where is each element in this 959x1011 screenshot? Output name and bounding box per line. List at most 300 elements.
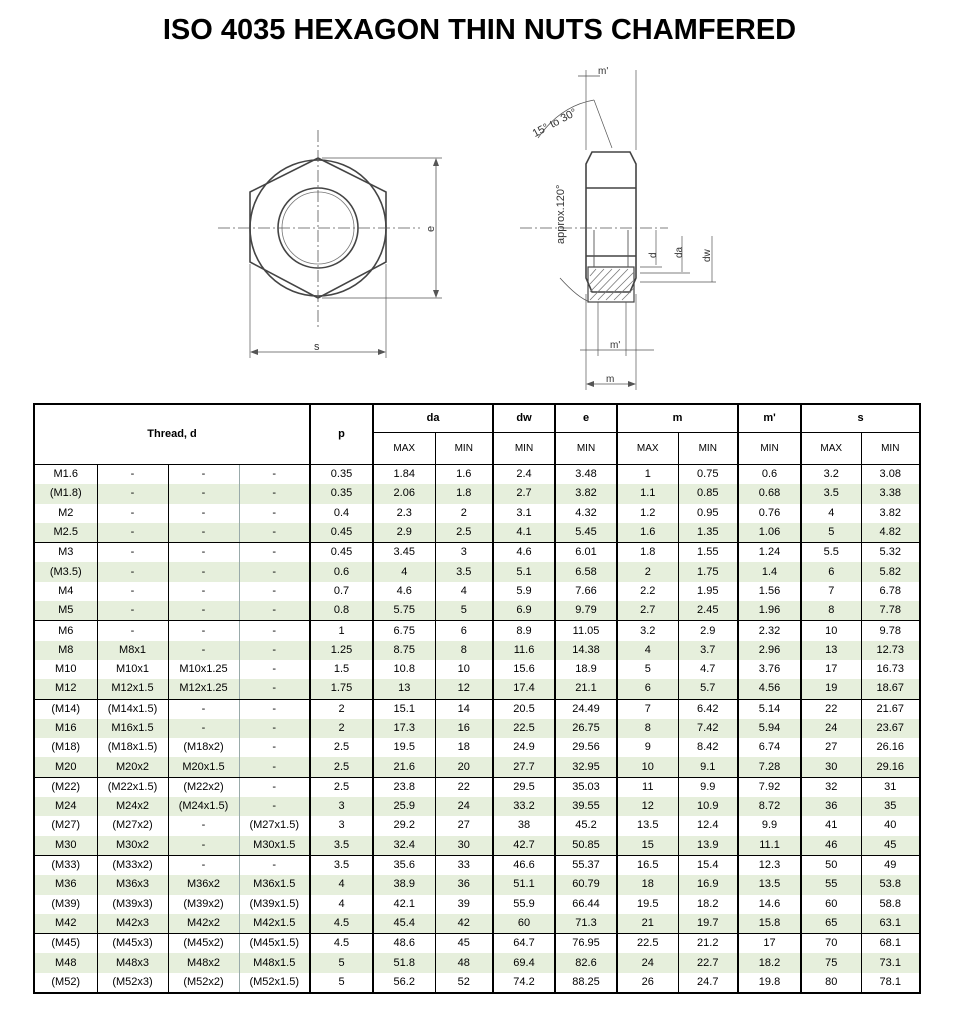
subheader-mp-min: MIN xyxy=(738,433,801,465)
cell-e-min: 32.95 xyxy=(555,757,617,777)
cell-s-max: 3.2 xyxy=(801,465,861,485)
cell-m-min: 2.9 xyxy=(678,621,738,641)
cell-m-prime-min: 8.72 xyxy=(738,797,801,816)
cell-thread-fine-1: - xyxy=(97,562,168,581)
cell-s-max: 24 xyxy=(801,719,861,738)
cell-thread-fine-3: - xyxy=(239,484,310,503)
cell-s-min: 35 xyxy=(861,797,920,816)
cell-dw-min: 33.2 xyxy=(493,797,555,816)
cell-m-min: 10.9 xyxy=(678,797,738,816)
cell-m-prime-min: 1.56 xyxy=(738,582,801,601)
cell-thread-d: (M22) xyxy=(34,777,97,797)
cell-thread-fine-2: - xyxy=(168,562,239,581)
cell-thread-d: M3 xyxy=(34,543,97,563)
table-row xyxy=(34,895,920,914)
cell-thread-d: M12 xyxy=(34,679,97,699)
cell-p: 2 xyxy=(310,719,373,738)
cell-p: 3.5 xyxy=(310,836,373,856)
table-row xyxy=(34,777,920,797)
cell-thread-fine-2: M12x1.25 xyxy=(168,679,239,699)
cell-thread-fine-2: - xyxy=(168,582,239,601)
cell-thread-fine-1: (M52x3) xyxy=(97,973,168,993)
cell-m-prime-min: 18.2 xyxy=(738,953,801,972)
cell-thread-d: (M45) xyxy=(34,934,97,954)
cell-thread-fine-1: - xyxy=(97,601,168,621)
cell-da-min: 27 xyxy=(435,816,493,835)
cell-p: 3 xyxy=(310,797,373,816)
cell-e-min: 6.01 xyxy=(555,543,617,563)
table-row xyxy=(34,582,920,601)
cell-s-max: 50 xyxy=(801,855,861,875)
cell-m-prime-min: 5.94 xyxy=(738,719,801,738)
cell-s-max: 70 xyxy=(801,934,861,954)
cell-thread-d: M2 xyxy=(34,504,97,523)
cell-s-max: 41 xyxy=(801,816,861,835)
label-m-prime-bottom: m' xyxy=(610,340,621,351)
cell-thread-d: M10 xyxy=(34,660,97,679)
cell-e-min: 3.48 xyxy=(555,465,617,485)
cell-e-min: 21.1 xyxy=(555,679,617,699)
table-row xyxy=(34,934,920,954)
cell-m-min: 1.95 xyxy=(678,582,738,601)
cell-thread-fine-3: M30x1.5 xyxy=(239,836,310,856)
cell-thread-fine-3: - xyxy=(239,523,310,543)
cell-da-min: 18 xyxy=(435,738,493,757)
cell-e-min: 14.38 xyxy=(555,641,617,660)
cell-p: 2.5 xyxy=(310,738,373,757)
cell-thread-fine-2: - xyxy=(168,816,239,835)
cell-s-max: 7 xyxy=(801,582,861,601)
cell-e-min: 7.66 xyxy=(555,582,617,601)
cell-m-min: 0.85 xyxy=(678,484,738,503)
cell-da-max: 35.6 xyxy=(373,855,435,875)
cell-s-max: 60 xyxy=(801,895,861,914)
cell-da-max: 29.2 xyxy=(373,816,435,835)
subheader-s-min: MIN xyxy=(861,433,920,465)
cell-dw-min: 20.5 xyxy=(493,699,555,719)
table-row xyxy=(34,543,920,563)
cell-s-min: 3.38 xyxy=(861,484,920,503)
cell-thread-fine-3: (M45x1.5) xyxy=(239,934,310,954)
cell-s-max: 3.5 xyxy=(801,484,861,503)
cell-s-max: 30 xyxy=(801,757,861,777)
cell-thread-fine-3: - xyxy=(239,757,310,777)
label-e: e xyxy=(425,225,437,232)
table-row xyxy=(34,601,920,621)
cell-m-max: 11 xyxy=(617,777,678,797)
cell-dw-min: 51.1 xyxy=(493,875,555,894)
cell-s-min: 16.73 xyxy=(861,660,920,679)
label-dw: dw xyxy=(702,249,713,262)
cell-e-min: 50.85 xyxy=(555,836,617,856)
cell-thread-d: M30 xyxy=(34,836,97,856)
cell-m-prime-min: 1.4 xyxy=(738,562,801,581)
cell-p: 2 xyxy=(310,699,373,719)
cell-da-max: 51.8 xyxy=(373,953,435,972)
cell-thread-fine-3: - xyxy=(239,504,310,523)
cell-thread-d: (M1.8) xyxy=(34,484,97,503)
cell-s-min: 9.78 xyxy=(861,621,920,641)
cell-m-min: 5.7 xyxy=(678,679,738,699)
cell-m-max: 1.6 xyxy=(617,523,678,543)
cell-da-max: 23.8 xyxy=(373,777,435,797)
cell-s-max: 4 xyxy=(801,504,861,523)
subheader-dw-min: MIN xyxy=(493,433,555,465)
cell-dw-min: 2.4 xyxy=(493,465,555,485)
cell-da-max: 8.75 xyxy=(373,641,435,660)
cell-da-max: 5.75 xyxy=(373,601,435,621)
cell-thread-fine-3: - xyxy=(239,601,310,621)
cell-p: 0.45 xyxy=(310,543,373,563)
cell-m-max: 22.5 xyxy=(617,934,678,954)
cell-s-max: 13 xyxy=(801,641,861,660)
cell-dw-min: 5.9 xyxy=(493,582,555,601)
cell-thread-fine-3: - xyxy=(239,582,310,601)
cell-m-prime-min: 0.6 xyxy=(738,465,801,485)
cell-m-prime-min: 17 xyxy=(738,934,801,954)
cell-thread-d: M42 xyxy=(34,914,97,934)
cell-s-min: 12.73 xyxy=(861,641,920,660)
cell-dw-min: 42.7 xyxy=(493,836,555,856)
cell-thread-d: (M52) xyxy=(34,973,97,993)
cell-thread-fine-3: - xyxy=(239,679,310,699)
cell-e-min: 88.25 xyxy=(555,973,617,993)
cell-da-max: 56.2 xyxy=(373,973,435,993)
cell-dw-min: 17.4 xyxy=(493,679,555,699)
cell-m-min: 8.42 xyxy=(678,738,738,757)
cell-e-min: 18.9 xyxy=(555,660,617,679)
cell-thread-fine-2: (M39x2) xyxy=(168,895,239,914)
cell-da-min: 1.8 xyxy=(435,484,493,503)
cell-p: 1.5 xyxy=(310,660,373,679)
cell-s-min: 53.8 xyxy=(861,875,920,894)
cell-dw-min: 11.6 xyxy=(493,641,555,660)
table-row xyxy=(34,523,920,543)
cell-dw-min: 27.7 xyxy=(493,757,555,777)
cell-da-max: 32.4 xyxy=(373,836,435,856)
cell-dw-min: 55.9 xyxy=(493,895,555,914)
cell-da-max: 3.45 xyxy=(373,543,435,563)
cell-dw-min: 46.6 xyxy=(493,855,555,875)
table-row xyxy=(34,465,920,485)
cell-thread-fine-2: (M45x2) xyxy=(168,934,239,954)
cell-thread-fine-3: - xyxy=(239,621,310,641)
cell-s-min: 18.67 xyxy=(861,679,920,699)
cell-thread-fine-3: - xyxy=(239,699,310,719)
cell-dw-min: 2.7 xyxy=(493,484,555,503)
cell-m-max: 19.5 xyxy=(617,895,678,914)
cell-thread-d: (M27) xyxy=(34,816,97,835)
cell-m-min: 2.45 xyxy=(678,601,738,621)
cell-dw-min: 6.9 xyxy=(493,601,555,621)
cell-e-min: 5.45 xyxy=(555,523,617,543)
cell-p: 4.5 xyxy=(310,914,373,934)
cell-m-min: 21.2 xyxy=(678,934,738,954)
cell-m-prime-min: 3.76 xyxy=(738,660,801,679)
cell-m-prime-min: 14.6 xyxy=(738,895,801,914)
cell-s-min: 58.8 xyxy=(861,895,920,914)
cell-p: 4 xyxy=(310,895,373,914)
table-row xyxy=(34,562,920,581)
cell-da-min: 16 xyxy=(435,719,493,738)
cell-thread-fine-1: (M27x2) xyxy=(97,816,168,835)
cell-e-min: 9.79 xyxy=(555,601,617,621)
cell-s-max: 36 xyxy=(801,797,861,816)
cell-thread-fine-3: - xyxy=(239,465,310,485)
subheader-da-max: MAX xyxy=(373,433,435,465)
cell-s-max: 5.5 xyxy=(801,543,861,563)
cell-m-max: 24 xyxy=(617,953,678,972)
cell-m-min: 6.42 xyxy=(678,699,738,719)
cell-da-max: 17.3 xyxy=(373,719,435,738)
cell-thread-fine-1: - xyxy=(97,504,168,523)
cell-da-min: 22 xyxy=(435,777,493,797)
cell-s-max: 10 xyxy=(801,621,861,641)
table-row xyxy=(34,484,920,503)
cell-m-max: 10 xyxy=(617,757,678,777)
cell-thread-fine-1: M10x1 xyxy=(97,660,168,679)
cell-thread-fine-2: M10x1.25 xyxy=(168,660,239,679)
cell-thread-fine-2: (M18x2) xyxy=(168,738,239,757)
cell-p: 3 xyxy=(310,816,373,835)
cell-m-max: 15 xyxy=(617,836,678,856)
cell-s-max: 32 xyxy=(801,777,861,797)
table-row xyxy=(34,641,920,660)
cell-thread-fine-1: M36x3 xyxy=(97,875,168,894)
cell-m-prime-min: 7.28 xyxy=(738,757,801,777)
cell-m-prime-min: 1.96 xyxy=(738,601,801,621)
cell-da-max: 13 xyxy=(373,679,435,699)
cell-m-min: 16.9 xyxy=(678,875,738,894)
cell-dw-min: 5.1 xyxy=(493,562,555,581)
cell-m-max: 7 xyxy=(617,699,678,719)
cell-thread-fine-2: - xyxy=(168,641,239,660)
cell-thread-fine-1: (M33x2) xyxy=(97,855,168,875)
cell-thread-fine-1: M48x3 xyxy=(97,953,168,972)
cell-thread-fine-3: (M27x1.5) xyxy=(239,816,310,835)
cell-p: 2.5 xyxy=(310,777,373,797)
cell-e-min: 55.37 xyxy=(555,855,617,875)
cell-thread-fine-2: - xyxy=(168,836,239,856)
cell-thread-d: M8 xyxy=(34,641,97,660)
table-row xyxy=(34,699,920,719)
cell-thread-fine-3: - xyxy=(239,543,310,563)
cell-s-min: 78.1 xyxy=(861,973,920,993)
label-angle-top: 15° to 30° xyxy=(530,106,580,140)
cell-thread-fine-3: - xyxy=(239,641,310,660)
cell-p: 0.7 xyxy=(310,582,373,601)
cell-thread-fine-1: - xyxy=(97,621,168,641)
cell-thread-fine-2: - xyxy=(168,484,239,503)
cell-thread-fine-1: - xyxy=(97,484,168,503)
cell-s-min: 4.82 xyxy=(861,523,920,543)
cell-thread-fine-2: M48x2 xyxy=(168,953,239,972)
cell-e-min: 45.2 xyxy=(555,816,617,835)
table-row xyxy=(34,816,920,835)
cell-thread-fine-2: - xyxy=(168,601,239,621)
cell-p: 0.45 xyxy=(310,523,373,543)
cell-da-min: 48 xyxy=(435,953,493,972)
table-row xyxy=(34,875,920,894)
table-row xyxy=(34,504,920,523)
cell-thread-fine-3: - xyxy=(239,855,310,875)
cell-p: 2.5 xyxy=(310,757,373,777)
label-s: s xyxy=(314,341,320,353)
cell-m-min: 12.4 xyxy=(678,816,738,835)
cell-dw-min: 15.6 xyxy=(493,660,555,679)
cell-m-prime-min: 13.5 xyxy=(738,875,801,894)
table-row xyxy=(34,914,920,934)
cell-dw-min: 69.4 xyxy=(493,953,555,972)
cell-thread-fine-1: - xyxy=(97,582,168,601)
cell-da-min: 20 xyxy=(435,757,493,777)
cell-da-min: 39 xyxy=(435,895,493,914)
cell-thread-fine-2: (M24x1.5) xyxy=(168,797,239,816)
cell-m-min: 1.35 xyxy=(678,523,738,543)
cell-m-min: 22.7 xyxy=(678,953,738,972)
cell-thread-fine-3: (M39x1.5) xyxy=(239,895,310,914)
cell-thread-fine-1: M42x3 xyxy=(97,914,168,934)
cell-da-min: 2.5 xyxy=(435,523,493,543)
front-view xyxy=(218,130,442,358)
cell-thread-d: M48 xyxy=(34,953,97,972)
cell-dw-min: 4.6 xyxy=(493,543,555,563)
cell-m-prime-min: 15.8 xyxy=(738,914,801,934)
cell-thread-fine-3: M42x1.5 xyxy=(239,914,310,934)
cell-thread-d: (M39) xyxy=(34,895,97,914)
cell-da-max: 21.6 xyxy=(373,757,435,777)
cell-s-min: 3.08 xyxy=(861,465,920,485)
cell-m-max: 3.2 xyxy=(617,621,678,641)
cell-m-min: 9.1 xyxy=(678,757,738,777)
cell-p: 4 xyxy=(310,875,373,894)
cell-e-min: 11.05 xyxy=(555,621,617,641)
cell-p: 0.4 xyxy=(310,504,373,523)
cell-dw-min: 3.1 xyxy=(493,504,555,523)
cell-da-min: 33 xyxy=(435,855,493,875)
cell-da-max: 48.6 xyxy=(373,934,435,954)
cell-s-min: 3.82 xyxy=(861,504,920,523)
cell-m-max: 9 xyxy=(617,738,678,757)
cell-s-min: 5.82 xyxy=(861,562,920,581)
cell-s-min: 29.16 xyxy=(861,757,920,777)
cell-dw-min: 29.5 xyxy=(493,777,555,797)
cell-thread-d: (M18) xyxy=(34,738,97,757)
cell-thread-d: M4 xyxy=(34,582,97,601)
cell-thread-fine-2: - xyxy=(168,699,239,719)
cell-m-max: 2 xyxy=(617,562,678,581)
cell-m-max: 1 xyxy=(617,465,678,485)
cell-da-max: 45.4 xyxy=(373,914,435,934)
cell-dw-min: 38 xyxy=(493,816,555,835)
cell-p: 5 xyxy=(310,953,373,972)
cell-m-prime-min: 4.56 xyxy=(738,679,801,699)
cell-e-min: 71.3 xyxy=(555,914,617,934)
cell-m-prime-min: 1.06 xyxy=(738,523,801,543)
cell-s-max: 22 xyxy=(801,699,861,719)
cell-p: 3.5 xyxy=(310,855,373,875)
table-body xyxy=(34,465,920,994)
cell-da-max: 19.5 xyxy=(373,738,435,757)
cell-s-min: 31 xyxy=(861,777,920,797)
cell-m-max: 6 xyxy=(617,679,678,699)
cell-da-max: 6.75 xyxy=(373,621,435,641)
cell-m-prime-min: 2.96 xyxy=(738,641,801,660)
cell-da-min: 52 xyxy=(435,973,493,993)
cell-da-max: 10.8 xyxy=(373,660,435,679)
cell-p: 0.35 xyxy=(310,484,373,503)
cell-thread-d: M6 xyxy=(34,621,97,641)
cell-m-prime-min: 6.74 xyxy=(738,738,801,757)
cell-thread-d: (M33) xyxy=(34,855,97,875)
cell-da-min: 8 xyxy=(435,641,493,660)
cell-da-max: 2.3 xyxy=(373,504,435,523)
cell-s-min: 7.78 xyxy=(861,601,920,621)
cell-da-max: 1.84 xyxy=(373,465,435,485)
cell-thread-fine-3: - xyxy=(239,719,310,738)
cell-da-min: 6 xyxy=(435,621,493,641)
cell-dw-min: 22.5 xyxy=(493,719,555,738)
table-row xyxy=(34,836,920,856)
cell-thread-d: M1.6 xyxy=(34,465,97,485)
subheader-m-max: MAX xyxy=(617,433,678,465)
cell-m-prime-min: 9.9 xyxy=(738,816,801,835)
cell-thread-fine-3: - xyxy=(239,738,310,757)
cell-thread-fine-2: - xyxy=(168,719,239,738)
cell-da-min: 12 xyxy=(435,679,493,699)
cell-e-min: 4.32 xyxy=(555,504,617,523)
cell-thread-fine-1: M30x2 xyxy=(97,836,168,856)
cell-p: 1.25 xyxy=(310,641,373,660)
cell-da-min: 14 xyxy=(435,699,493,719)
cell-s-max: 75 xyxy=(801,953,861,972)
cell-thread-fine-2: - xyxy=(168,504,239,523)
cell-da-min: 45 xyxy=(435,934,493,954)
cell-dw-min: 60 xyxy=(493,914,555,934)
cell-m-min: 15.4 xyxy=(678,855,738,875)
header-m-prime: m' xyxy=(738,404,801,433)
cell-da-min: 30 xyxy=(435,836,493,856)
cell-p: 4.5 xyxy=(310,934,373,954)
cell-m-min: 1.75 xyxy=(678,562,738,581)
cell-e-min: 29.56 xyxy=(555,738,617,757)
cell-dw-min: 8.9 xyxy=(493,621,555,641)
subheader-m-min: MIN xyxy=(678,433,738,465)
cell-m-max: 1.8 xyxy=(617,543,678,563)
cell-thread-fine-1: M16x1.5 xyxy=(97,719,168,738)
cell-thread-fine-1: (M45x3) xyxy=(97,934,168,954)
cell-da-max: 38.9 xyxy=(373,875,435,894)
cell-thread-d: M5 xyxy=(34,601,97,621)
cell-thread-fine-3: M48x1.5 xyxy=(239,953,310,972)
cell-thread-fine-2: (M52x2) xyxy=(168,973,239,993)
cell-s-max: 17 xyxy=(801,660,861,679)
cell-m-min: 7.42 xyxy=(678,719,738,738)
technical-drawing xyxy=(0,60,959,400)
cell-thread-d: (M14) xyxy=(34,699,97,719)
cell-da-max: 25.9 xyxy=(373,797,435,816)
cell-dw-min: 4.1 xyxy=(493,523,555,543)
cell-thread-fine-1: M12x1.5 xyxy=(97,679,168,699)
cell-s-max: 55 xyxy=(801,875,861,894)
cell-s-min: 68.1 xyxy=(861,934,920,954)
cell-e-min: 66.44 xyxy=(555,895,617,914)
cell-thread-fine-2: - xyxy=(168,621,239,641)
cell-p: 1.75 xyxy=(310,679,373,699)
cell-da-max: 2.9 xyxy=(373,523,435,543)
label-d: d xyxy=(648,252,659,258)
cell-m-prime-min: 7.92 xyxy=(738,777,801,797)
